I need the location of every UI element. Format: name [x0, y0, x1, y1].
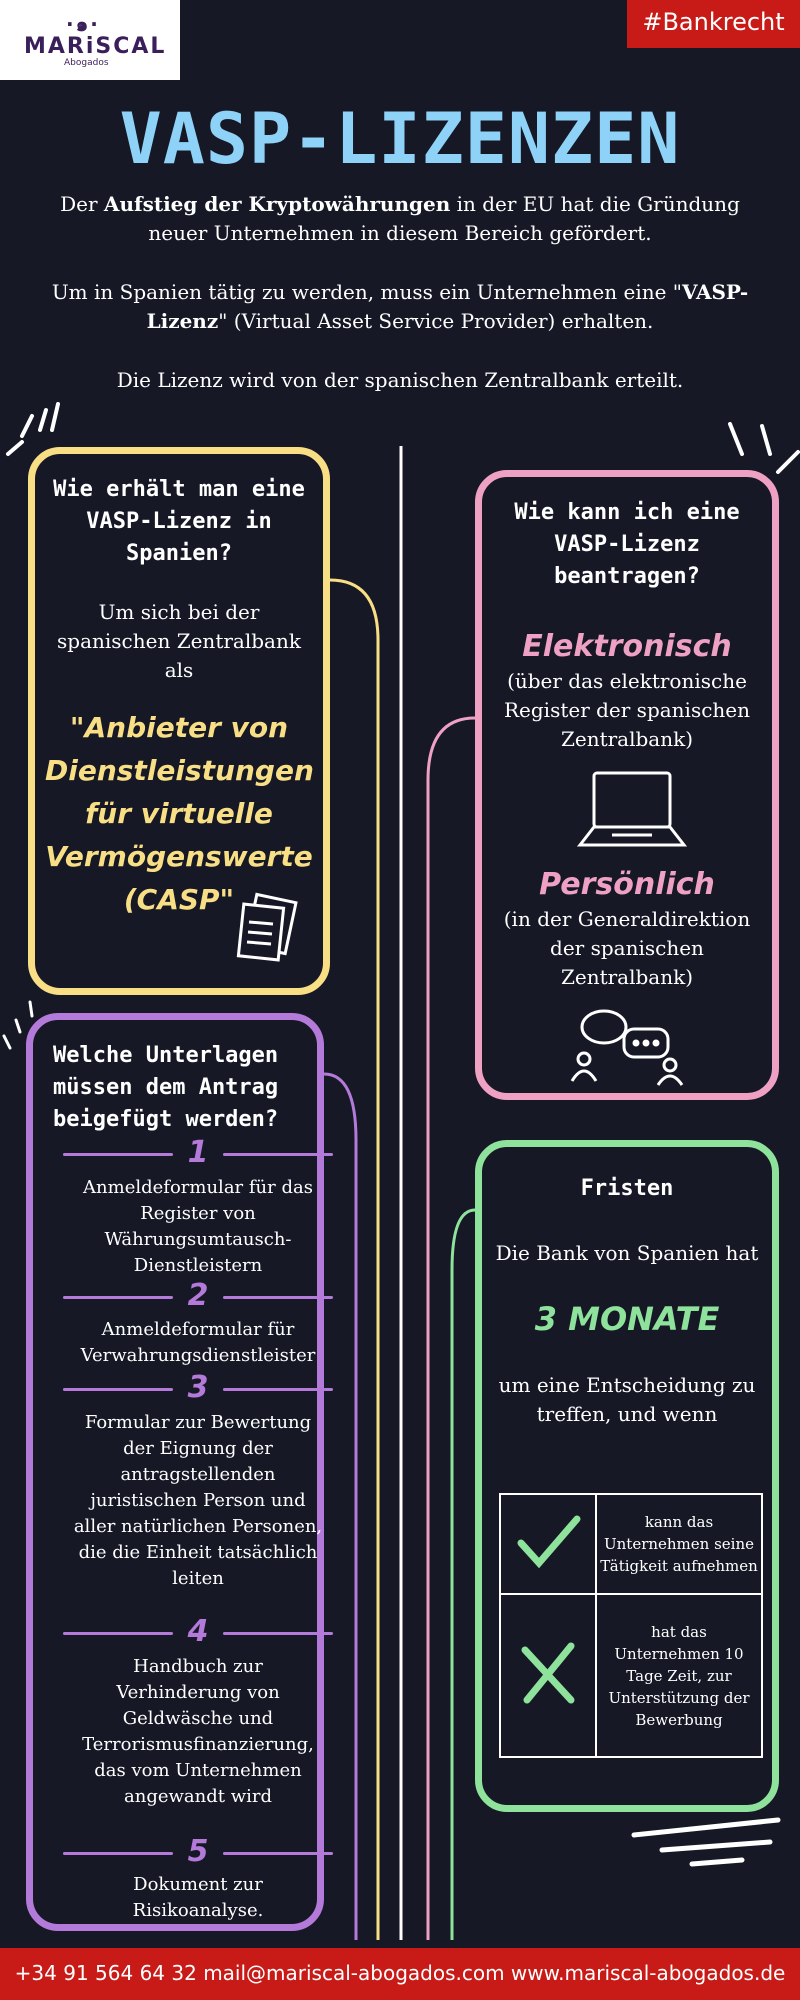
documents-heading: Welche Unterlagen müssen dem Antrag beigefügt werden?	[53, 1043, 279, 1132]
outcome-approve-text: kann das Unternehmen seine Tätigkeit aufnehmen	[596, 1494, 762, 1594]
logo-mark-icon: ·๑·	[66, 12, 100, 36]
list-item-number: 2	[63, 1280, 333, 1312]
option-electronic-text: (über das elektronische Register der spanischen Zentralbank)	[503, 669, 751, 751]
cross-icon	[500, 1594, 596, 1757]
outcome-table	[499, 1493, 763, 1758]
box-documents	[26, 1013, 324, 1931]
list-item: Handbuch zur Verhinderung von Geldwäsche und Terrorismusfinanzierung, das vom Unternehmen angewandt wird	[82, 1656, 314, 1807]
box-how-to-obtain	[28, 447, 330, 995]
logo[interactable]	[0, 0, 180, 80]
intro-paragraph-2: Um in Spanien tätig zu werden, muss ein Unternehmen eine "VASP-Lizenz" (Virtual Asset Service Provider) erhalten.	[51, 280, 749, 333]
box-how-to-apply	[475, 470, 779, 1100]
list-item: Dokument zur Risikoanalyse.	[132, 1874, 264, 1921]
chat-people-icon	[562, 1007, 692, 1087]
hashtag-badge: #Bankrecht	[627, 0, 800, 48]
laptop-icon	[572, 767, 692, 857]
intro-paragraph-1: Der Aufstieg der Kryptowährungen in der EU hat die Gründung neuer Unternehmen in diesem Bereich gefördert.	[60, 192, 740, 245]
outcome-reject-text: hat das Unternehmen 10 Tage Zeit, zur Unterstützung der Bewerbung	[596, 1594, 762, 1757]
how-to-apply-heading: Wie kann ich eine VASP-Lizenz beantragen?	[514, 500, 740, 589]
page-title: VASP-LIZENZEN	[119, 98, 681, 180]
how-to-obtain-highlight: "Anbieter von Dienstleistungen für virtuelle Vermögenswerte (CASP"	[45, 711, 314, 916]
list-item: Anmeldeformular für das Register von Währungsumtausch-Dienstleistern	[83, 1177, 313, 1276]
list-item: Anmeldeformular für Verwahrungsdienstleister	[80, 1319, 316, 1366]
logo-subtitle: Abogados	[64, 58, 109, 68]
deadlines-heading: Fristen	[580, 1176, 674, 1201]
option-personal-title: Persönlich	[539, 867, 715, 902]
how-to-obtain-heading: Wie erhält man eine VASP-Lizenz in Spanien?	[53, 477, 305, 566]
deadlines-highlight: 3 MONATE	[534, 1300, 720, 1338]
contact-footer[interactable]: +34 91 564 64 32 mail@mariscal-abogados.com www.mariscal-abogados.de	[0, 1948, 800, 2000]
document-icon	[233, 892, 303, 972]
list-item: Formular zur Bewertung der Eignung der antragstellenden juristischen Person und aller natürlichen Personen, die die Einheit tatsächlich leiten	[73, 1412, 323, 1589]
deadlines-text-1: Die Bank von Spanien hat	[495, 1241, 759, 1265]
deadlines-text-2: um eine Entscheidung zu treffen, und wenn	[498, 1373, 756, 1426]
check-icon	[500, 1494, 596, 1594]
option-personal-text: (in der Generaldirektion der spanischen Zentralbank)	[503, 907, 751, 989]
table-row	[500, 1594, 762, 1757]
list-item-number: 3	[63, 1372, 333, 1404]
intro-paragraph-3: Die Lizenz wird von der spanischen Zentralbank erteilt.	[116, 368, 684, 392]
table-row	[500, 1494, 762, 1594]
option-electronic-title: Elektronisch	[522, 629, 732, 664]
how-to-obtain-text: Um sich bei der spanischen Zentralbank als	[57, 600, 301, 682]
list-item-number: 5	[63, 1836, 333, 1868]
list-item-number: 4	[63, 1616, 333, 1648]
logo-name: MARiSCAL	[24, 34, 167, 59]
list-item-number: 1	[63, 1137, 333, 1169]
